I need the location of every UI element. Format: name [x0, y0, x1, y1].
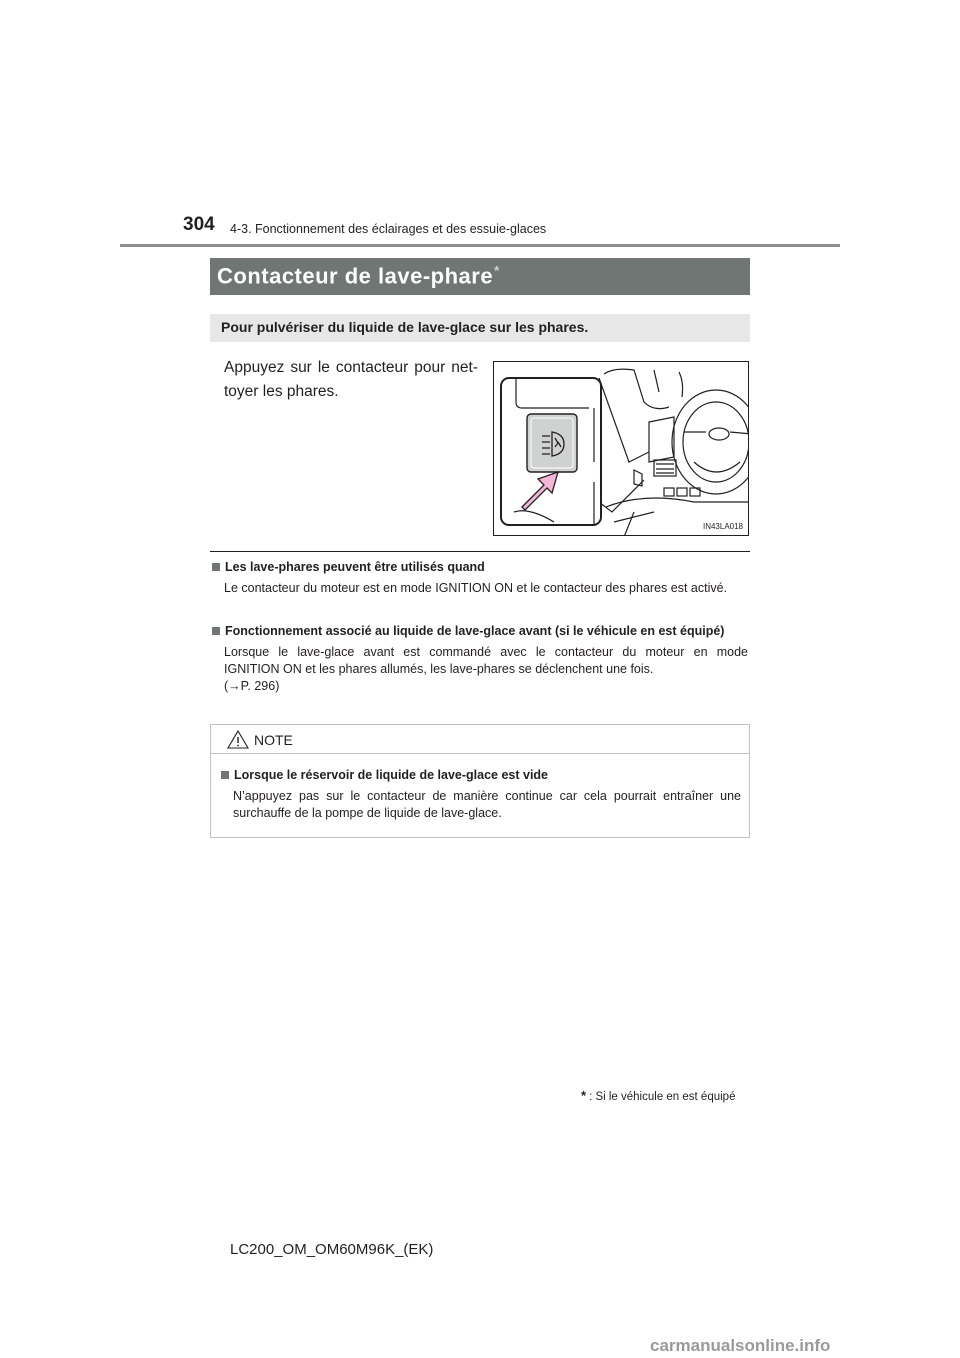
section-title-bar — [210, 258, 750, 295]
note-heading-text: Les lave-phares peuvent être utilisés quand — [225, 560, 485, 574]
page-number: 304 — [183, 214, 215, 235]
note-heading-text: Fonctionnement associé au liquide de lave-glace avant (si le véhicule en est équipé) — [225, 624, 725, 638]
instruction-line: toyer les phares. — [224, 383, 339, 400]
bullet-square-icon — [212, 627, 220, 635]
page-reference-link[interactable]: (→P. 296) — [224, 679, 280, 693]
notice-body: N’appuyez pas sur le contacteur de manière continue car cela pourrait entraîner une surchauffe de la pompe de liquide de lave-glace. — [233, 789, 741, 820]
section-title — [217, 263, 500, 289]
footnote-text: : Si le véhicule en est équipé — [589, 1091, 736, 1103]
note-body-line: Lorsque le lave-glace avant est commandé avec le contacteur du moteur en mode — [224, 645, 748, 659]
notice-box — [210, 724, 750, 838]
footnote — [581, 1088, 735, 1103]
footnote-marker: * — [581, 1088, 587, 1103]
bullet-square-icon — [221, 771, 229, 779]
note-body: Le contacteur du moteur est en mode IGNITION ON et le contacteur des phares est activé. — [224, 581, 728, 595]
figure-code: IN43LA018 — [702, 522, 743, 531]
note-usage-conditions — [212, 560, 748, 597]
notice-header — [211, 725, 749, 754]
watermark: carmanualsonline.info — [650, 1336, 831, 1355]
instruction-line: Appuyez sur le contacteur pour net- — [224, 359, 478, 376]
notice-content — [221, 768, 741, 822]
equipment-marker: * — [494, 263, 500, 278]
warning-triangle-icon — [227, 730, 249, 749]
note-heading — [212, 560, 748, 574]
note-body — [224, 644, 748, 695]
note-body-line: IGNITION ON et les phares allumés, les lave-phares se déclenchent une fois. — [224, 662, 654, 676]
bullet-square-icon — [212, 563, 220, 571]
dashboard-drawing — [494, 362, 749, 536]
notice-heading-text: Lorsque le réservoir de liquide de lave-glace est vide — [234, 768, 549, 782]
running-header: 4-3. Fonctionnement des éclairages et des essuie-glaces — [230, 222, 547, 236]
header-rule — [120, 244, 840, 247]
note-heading — [212, 622, 748, 640]
dashboard-illustration — [493, 361, 749, 536]
notice-heading — [221, 768, 741, 782]
notice-label: NOTE — [254, 732, 293, 748]
section-title-text: Contacteur de lave-phare — [217, 263, 494, 289]
model-code: LC200_OM_OM60M96K_(EK) — [230, 1241, 434, 1258]
instruction-text — [224, 356, 478, 404]
section-subheading-bar — [210, 314, 750, 342]
section-divider — [210, 551, 750, 552]
note-linked-operation — [212, 622, 748, 695]
section-subheading: Pour pulvériser du liquide de lave-glace sur les phares. — [221, 319, 589, 335]
